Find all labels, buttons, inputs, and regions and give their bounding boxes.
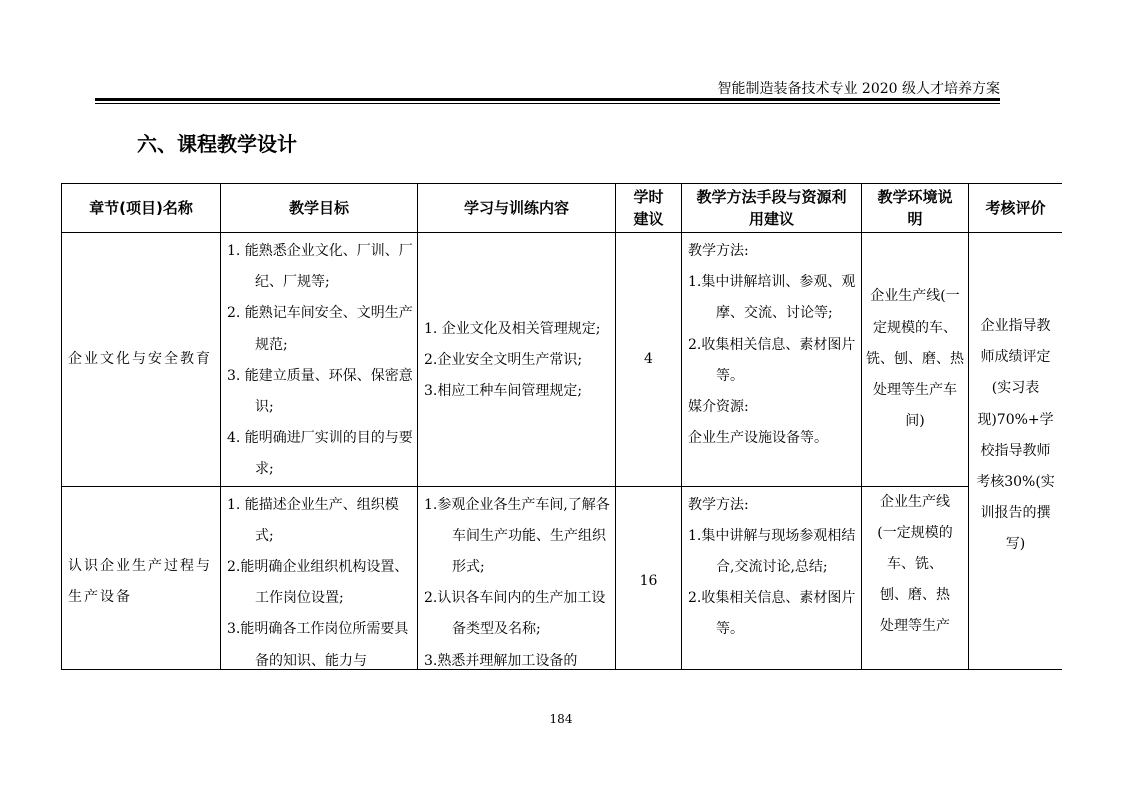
row1-content-2: 2.企业安全文明生产常识; [424, 352, 583, 369]
row1-goal-3: 3. 能建立质量、环保、保密意识; [227, 367, 413, 416]
row2-env-text: 企业生产线(一定规模的车、铣、刨、磨、热处理等生产 [877, 493, 953, 635]
row2-methods [682, 486, 862, 670]
header-content: 学习与训练内容 [418, 184, 616, 233]
row1-content-3: 3.相应工种车间管理规定; [424, 383, 583, 400]
row2-goal-1: 1. 能描述企业生产、组织模式; [227, 496, 399, 544]
header-env-line2: 明 [907, 210, 923, 228]
evaluation-cell [969, 233, 1063, 671]
row2-env [862, 486, 969, 670]
row1-goal-1: 1. 能熟悉企业文化、厂训、厂纪、厂规等; [227, 243, 413, 291]
row2-name [62, 486, 221, 670]
course-design-table-container [61, 183, 1062, 670]
row2-content-3: 3.熟悉并理解加工设备的 [424, 652, 578, 669]
header-goals: 教学目标 [221, 184, 418, 233]
header-methods-line2: 用建议 [748, 210, 794, 228]
course-design-table [61, 183, 1062, 670]
row2-hours: 16 [616, 486, 682, 670]
row2-goal-3: 3.能明确各工作岗位所需要具备的知识、能力与 [227, 621, 409, 669]
header-hours-line2: 建议 [633, 210, 664, 228]
row1-env [862, 233, 969, 487]
header-name: 章节(项目)名称 [62, 184, 221, 233]
table-row [62, 233, 1063, 487]
row2-content-1: 1.参观企业各生产车间,了解各车间生产功能、生产组织形式; [424, 496, 610, 576]
row1-name-text: 企业文化与安全教育 [68, 350, 212, 367]
row2-methods-title: 教学方法: [688, 496, 749, 513]
row1-name [62, 233, 221, 487]
row1-methods-title: 教学方法: [688, 243, 749, 259]
page-number: 184 [549, 712, 573, 726]
section-title: 六、课程教学设计 [137, 132, 297, 156]
row1-method-2: 2.收集相关信息、素材图片等。 [688, 336, 856, 384]
row2-method-1: 1.集中讲解与现场参观相结合,交流讨论,总结; [688, 527, 856, 576]
row1-hours: 4 [616, 233, 682, 487]
row2-content-2: 2.认识各车间内的生产加工设备类型及名称; [424, 590, 606, 638]
row2-content [418, 486, 616, 670]
table-header-row [62, 184, 1063, 233]
row1-methods [682, 233, 862, 487]
row1-content [418, 233, 616, 487]
header-rule-thin [95, 103, 1000, 104]
row2-name-text: 认识企业生产过程与生产设备 [68, 557, 212, 605]
row1-goal-2: 2. 能熟记车间安全、文明生产规范; [227, 305, 413, 353]
header-eval: 考核评价 [969, 184, 1063, 233]
row1-env-text: 企业生产线(一定规模的车、铣、刨、磨、热处理等生产车间) [866, 288, 964, 430]
row1-media-title: 媒介资源: [688, 399, 749, 416]
evaluation-text: 企业指导教师成绩评定(实习表现)70%+学校指导教师考核30%(实训报告的撰写) [976, 318, 1055, 553]
row2-goals [221, 486, 418, 670]
header-rule-thick [95, 98, 1000, 101]
header-env-line1: 教学环境说 [877, 188, 953, 206]
table-row [62, 486, 1063, 670]
row2-goal-2: 2.能明确企业组织机构设置、工作岗位设置; [227, 559, 409, 607]
header-methods [682, 184, 862, 233]
row1-goal-4: 4. 能明确进厂实训的目的与要求; [227, 430, 413, 478]
row1-content-1: 1. 企业文化及相关管理规定; [424, 321, 601, 337]
header-hours [616, 184, 682, 233]
header-env [862, 184, 969, 233]
document-header-title: 智能制造装备技术专业 2020 级人才培养方案 [717, 81, 1000, 97]
row1-goals [221, 233, 418, 487]
row1-media: 企业生产设施设备等。 [688, 430, 828, 447]
row1-method-1: 1.集中讲解培训、参观、观摩、交流、讨论等; [688, 274, 856, 322]
header-methods-line1: 教学方法手段与资源利 [696, 188, 847, 206]
row2-method-2: 2.收集相关信息、素材图片等。 [688, 590, 856, 638]
header-hours-line1: 学时 [633, 188, 664, 206]
